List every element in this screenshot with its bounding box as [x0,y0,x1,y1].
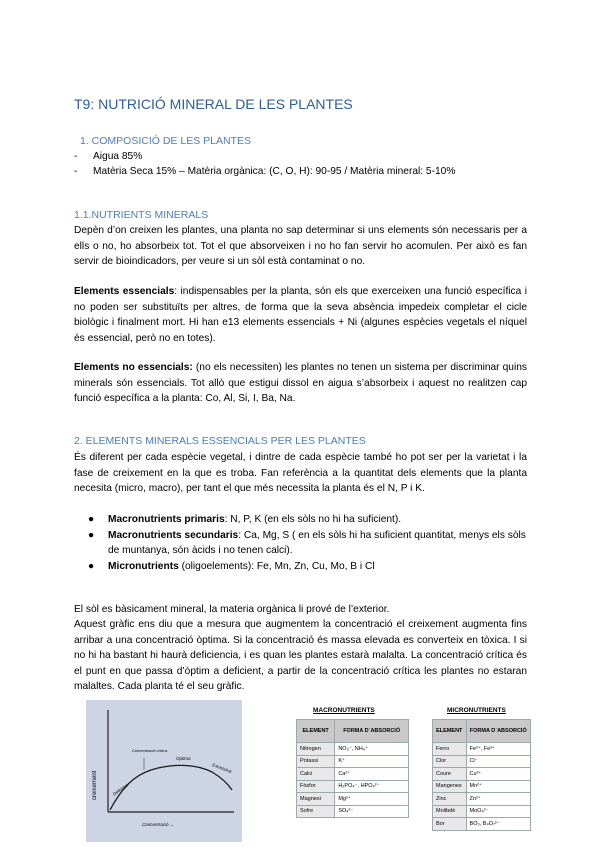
list-item: - Aigua 85% [74,151,143,162]
paragraph-non-essential: Elements no essencials: (no els necessiten) les plantes no tenen un sistema per discriminar quins minerals són essencials. Tot allò que estigui dissol en aigua s’absorbeix i aquest no realitzen cap funció específica a la planta: Co, Al, Si, I, Ba, Na. [74,362,527,405]
paragraph: El sòl es bàsicament mineral, la materia orgànica li prové de l’exterior. [74,604,390,615]
deficient-label: Deficient [111,782,129,797]
section11-heading: 1.1.NUTRIENTS MINERALS [74,209,209,221]
section1-heading: 1. COMPOSICIÓ DE LES PLANTES [80,135,251,147]
table-row: Clor Cl⁻ [433,755,531,768]
column-header: FORMA D´ABSORCIÓ [335,720,409,743]
x-axis-label: Concentració → [142,822,175,827]
column-header: ELEMENT [297,720,335,743]
section2-heading: 2. ELEMENTS MINERALS ESSENCIALS PER LES PLANTES [74,435,366,447]
table-row: Molibdè MoO₄²⁻ [433,805,531,818]
growth-graph [86,700,242,842]
table-row: Calci Ca²⁺ [297,768,409,781]
table-row: Coure Cu²⁺ [433,768,531,781]
list-item: ● Micronutrients (oligoelements): Fe, Mn, Zn, Cu, Mo, B i Cl [88,560,375,572]
table-row: Fòsfor H₂PO₄⁻, HPO₄²⁻ [297,780,409,793]
table-row: Potassi K⁺ [297,755,409,768]
toxic-label: Excessiva [211,762,233,774]
critical-label: Concentració crítica [132,748,168,753]
column-header: ELEMENT [433,720,467,743]
list-item: ● Macronutrients secundaris: Ca, Mg, S ( en els sòls hi ha suficient quantitat, menys els sòls de muntanya, són àcids i no tenen calci). [88,529,526,557]
table-row: Magnesi Mg²⁺ [297,793,409,806]
growth-curve [110,765,232,810]
micro-table [432,719,531,831]
table-row: Mangenes Mn²⁺ [433,780,531,793]
table-row: Bor BO₃, B₄O₇²⁻ [433,818,531,831]
micro-table-caption: MICRONUTRIENTS [447,707,506,714]
macro-table [296,719,409,818]
table-row: Sofre SO₄²⁻ [297,805,409,818]
paragraph: Depèn d’on creixen les plantes, una planta no sap determinar si uns elements són necessaris per a ells o no, ho absorbeix tot. Tot el que absorveixen i no ho fan servir ho acomulen. Per això es fan servir de bioindicadors, per veure si un sòl està contaminat o no. [74,225,527,268]
term: Elements no essencials: [74,362,193,373]
growth-graph-svg [86,700,242,842]
optimal-label: Òptima [176,756,191,761]
bullet-list [74,512,527,574]
paragraph: Aquest gràfic ens diu que a mesura que augmentem la concentració el creixement augmenta fins arribar a una concentració òptima. Si la concentració és massa elevada es converteix en tòxica. I si no hi ha bastant hi haurà deficiencia, i es quan les plantes estarà malalta. La concentració crítica és el punt en que passa d’òptim a deficient, a partir de la concentració crítica les plantes no estaran malaltes. Cada planta té el seu gràfic. [74,619,527,693]
paragraph: És diferent per cada espècie vegetal, i dintre de cada espècie també ho pot ser per la varietat i la fase de creixement en la que es troba. Fan referència a la quantitat dels elements que la planta necesita (micro, macro), per tant el que més necessita la planta és el N, P i K. [74,452,527,495]
table-row: Zinc Zn²⁺ [433,793,531,806]
list-item: - Matèria Seca 15% – Matèria orgànica: (C, O, H): 90-95 / Matèria mineral: 5-10% [74,166,456,177]
table-row: Nitrogen NO₃⁻, NH₄⁺ [297,743,409,756]
list-item: ● Macronutrients primaris: N, P, K (en els sòls no hi ha suficient). [88,514,402,525]
table-row: Ferro Fe²⁺, Fe³⁺ [433,743,531,756]
macro-table-caption: MACRONUTRIENTS [313,707,375,714]
term: Elements essencials [74,286,175,297]
column-header: FORMA D´ABSORCIÓ [466,720,530,743]
page-title: T9: NUTRICIÓ MINERAL DE LES PLANTES [74,96,353,112]
y-axis-label: creixement [92,770,98,800]
paragraph-essential: Elements essencials: indispensables per la planta, són els que exerceixen una funció específica i no poden ser substituïts per altres, de forma que la seva absència impedeix completar el cicle biològic i finalment mort. Hi han e13 elements essencials + Ni (algunes espècies vegetals el níquel és essencial, però no en totes). [74,286,527,344]
